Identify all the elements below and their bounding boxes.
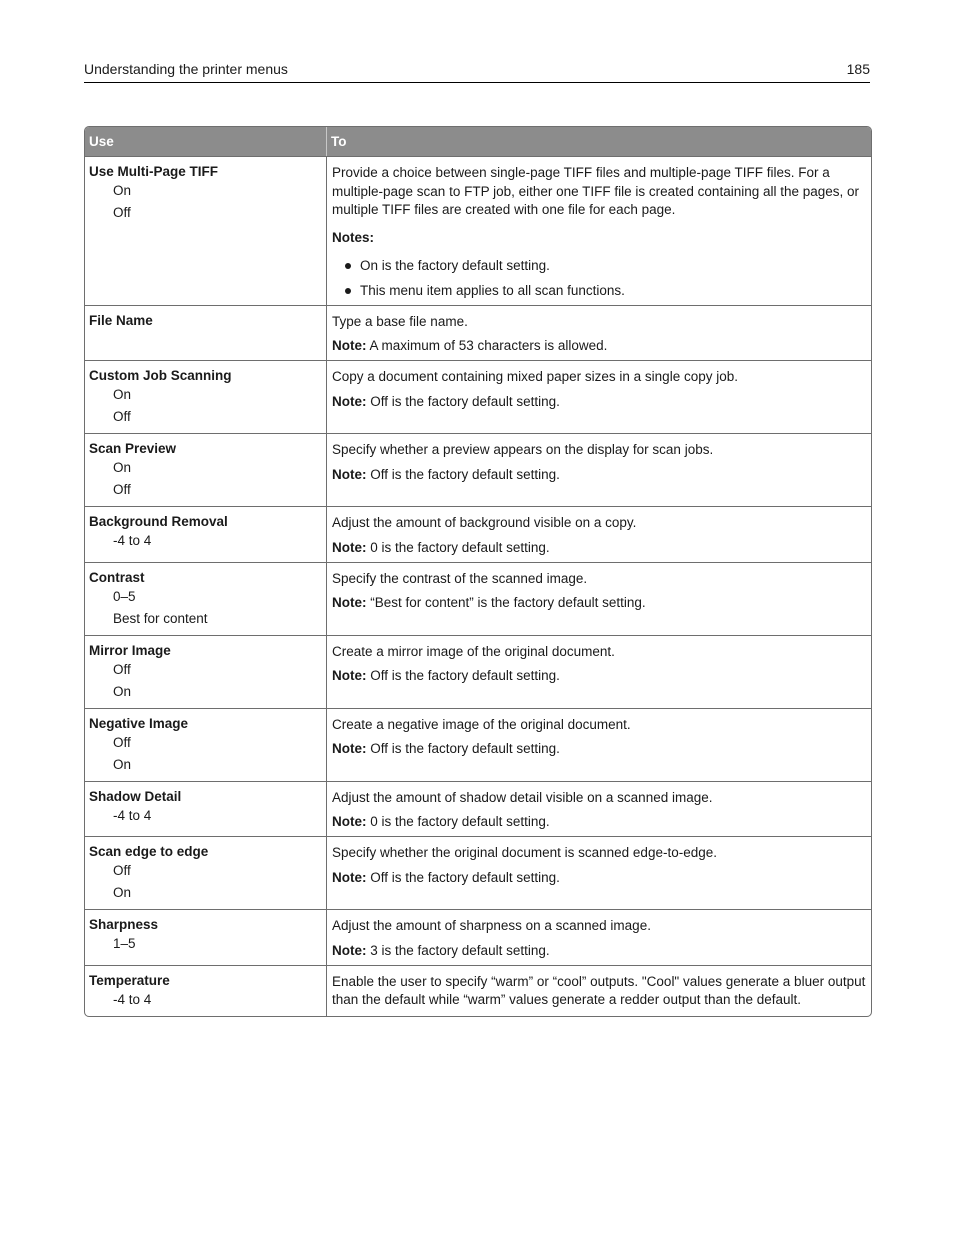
description-cell <box>327 507 871 562</box>
description-cell <box>327 434 871 506</box>
setting-option: Off <box>113 409 131 424</box>
description-cell <box>327 837 871 909</box>
table-row <box>85 635 871 708</box>
note-text: This menu item applies to all scan functions. <box>360 282 625 298</box>
notes-list <box>332 257 867 300</box>
description-cell <box>327 361 871 433</box>
setting-option: -4 to 4 <box>113 807 152 823</box>
note-text: Off is the factory default setting. <box>366 741 560 756</box>
setting-option: On <box>113 756 132 772</box>
setting-name: File Name <box>89 312 153 328</box>
setting-name: Negative Image <box>89 715 189 731</box>
list-item <box>332 282 867 300</box>
note-text: A maximum of 53 characters is allowed. <box>366 338 608 353</box>
menu-settings-table <box>84 126 872 1017</box>
description-cell <box>327 563 871 635</box>
setting-description: Specify whether the original document is scanned edge-to-edge. <box>332 845 717 860</box>
setting-option: -4 to 4 <box>113 991 152 1007</box>
setting-option: Off <box>113 482 131 497</box>
setting-note <box>332 337 867 355</box>
note-text: 3 is the factory default setting. <box>366 942 550 958</box>
setting-cell <box>85 434 327 506</box>
setting-option: On <box>113 183 132 198</box>
setting-option: On <box>113 885 132 900</box>
setting-name: Shadow Detail <box>89 788 182 804</box>
page-header-title: Understanding the printer menus <box>84 61 288 77</box>
column-header-to: To <box>331 134 347 149</box>
setting-name: Use Multi-Page TIFF <box>89 164 219 179</box>
setting-description: Create a negative image of the original document. <box>332 716 631 732</box>
setting-note <box>332 813 867 831</box>
bullet-icon <box>345 263 351 269</box>
note-text: 0 is the factory default setting. <box>366 539 550 555</box>
setting-name: Scan Preview <box>89 441 177 456</box>
setting-description: Create a mirror image of the original document. <box>332 643 615 659</box>
table-row <box>85 360 871 433</box>
table-row <box>85 708 871 781</box>
list-item <box>332 257 867 275</box>
page-number: 185 <box>846 61 870 77</box>
setting-option: -4 to 4 <box>113 533 152 548</box>
note-text: Off is the factory default setting. <box>366 668 560 683</box>
note-text: “Best for content” is the factory default setting. <box>366 595 646 610</box>
setting-description: Specify the contrast of the scanned image. <box>332 570 588 586</box>
description-cell <box>327 910 871 965</box>
description-cell <box>327 636 871 708</box>
note-label: Note: <box>332 466 367 482</box>
setting-option: On <box>113 460 132 475</box>
setting-cell <box>85 966 327 1016</box>
setting-option: Best for content <box>113 610 208 626</box>
description-cell <box>327 782 871 837</box>
note-text: On is the factory default setting. <box>360 257 550 273</box>
description-cell <box>327 709 871 781</box>
setting-name: Temperature <box>89 972 170 988</box>
setting-option: Off <box>113 205 131 220</box>
bullet-icon <box>345 288 351 294</box>
table-header-row <box>85 127 871 156</box>
setting-cell <box>85 636 327 708</box>
setting-cell <box>85 563 327 635</box>
description-cell <box>327 306 871 361</box>
setting-cell <box>85 507 327 562</box>
note-label: Note: <box>332 393 367 409</box>
table-row <box>85 433 871 506</box>
setting-note <box>332 466 867 484</box>
setting-option: On <box>113 387 132 402</box>
note-text: 0 is the factory default setting. <box>366 814 550 829</box>
table-row <box>85 836 871 909</box>
note-label: Note: <box>332 741 367 756</box>
table-row <box>85 909 871 965</box>
note-label: Note: <box>332 942 367 958</box>
setting-description: Enable the user to specify “warm” or “cool” outputs. "Cool" values generate a bluer output than the default while “warm” values generate a redder output than the default. <box>332 973 866 1007</box>
table-row <box>85 156 871 305</box>
notes-heading: Notes: <box>332 229 375 245</box>
setting-note <box>332 667 867 685</box>
setting-option: Off <box>113 734 131 750</box>
table-row <box>85 506 871 562</box>
setting-name: Custom Job Scanning <box>89 368 232 383</box>
table-row <box>85 305 871 361</box>
note-label: Note: <box>332 338 367 353</box>
setting-name: Background Removal <box>89 514 228 529</box>
column-header-use: Use <box>85 127 327 156</box>
setting-description: Specify whether a preview appears on the display for scan jobs. <box>332 442 714 457</box>
setting-description: Type a base file name. <box>332 313 468 329</box>
table-row <box>85 781 871 837</box>
setting-cell <box>85 306 327 361</box>
setting-description: Copy a document containing mixed paper sizes in a single copy job. <box>332 369 738 384</box>
note-label: Note: <box>332 539 367 555</box>
note-text: Off is the factory default setting. <box>366 466 560 482</box>
setting-option: 1–5 <box>113 936 136 951</box>
note-text: Off is the factory default setting. <box>366 869 560 885</box>
setting-option: Off <box>113 661 131 677</box>
description-cell <box>327 157 871 305</box>
setting-description: Provide a choice between single-page TIFF files and multiple-page TIFF files. For a multiple-page scan to FTP job, either one TIFF file is created containing all the pages, or multiple TIFF files are created with one file for each page. <box>332 165 860 217</box>
note-text: Off is the factory default setting. <box>366 393 560 409</box>
setting-cell <box>85 910 327 965</box>
setting-option: On <box>113 683 132 699</box>
setting-option: 0–5 <box>113 588 136 604</box>
setting-name: Mirror Image <box>89 642 171 658</box>
setting-name: Scan edge to edge <box>89 844 209 859</box>
setting-name: Contrast <box>89 569 145 585</box>
setting-description: Adjust the amount of background visible on a copy. <box>332 515 637 530</box>
setting-description: Adjust the amount of sharpness on a scanned image. <box>332 918 651 933</box>
setting-cell <box>85 709 327 781</box>
setting-cell <box>85 361 327 433</box>
description-cell <box>327 966 871 1016</box>
setting-note <box>332 740 867 758</box>
setting-note <box>332 594 867 612</box>
setting-note <box>332 539 867 557</box>
setting-option: Off <box>113 863 131 878</box>
setting-cell <box>85 782 327 837</box>
table-row <box>85 965 871 1016</box>
setting-description: Adjust the amount of shadow detail visible on a scanned image. <box>332 789 713 805</box>
setting-note <box>332 393 867 411</box>
setting-note <box>332 869 867 887</box>
note-label: Note: <box>332 869 367 885</box>
setting-name: Sharpness <box>89 917 159 932</box>
setting-cell <box>85 837 327 909</box>
setting-note <box>332 942 867 960</box>
table-row <box>85 562 871 635</box>
note-label: Note: <box>332 668 367 683</box>
note-label: Note: <box>332 814 367 829</box>
setting-cell <box>85 157 327 305</box>
page-header <box>84 58 870 83</box>
note-label: Note: <box>332 595 367 610</box>
